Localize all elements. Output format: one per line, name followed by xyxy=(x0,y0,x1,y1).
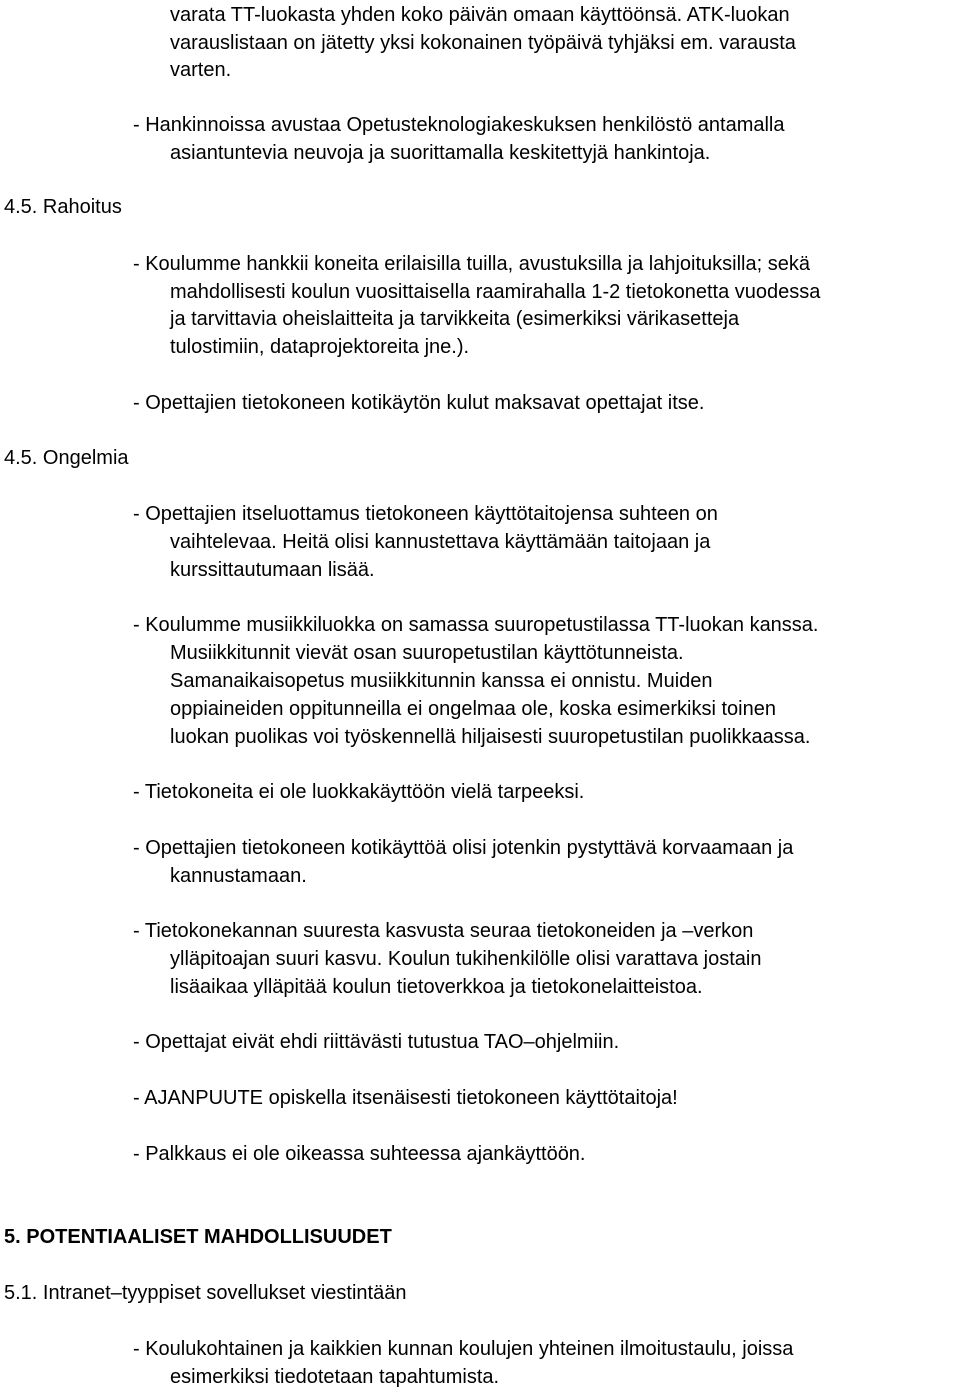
continuation-line-3: varten. xyxy=(170,59,232,81)
ongelmia-p1-line-3: kurssittautumaan lisää. xyxy=(170,559,375,581)
section-heading-5: 5. POTENTIAALISET MAHDOLLISUUDET xyxy=(4,1226,392,1248)
ongelmia-p4-line-2: kannustamaan. xyxy=(170,865,307,887)
ongelmia-p6: - Opettajat eivät ehdi riittävästi tutustua TAO–ohjelmiin. xyxy=(133,1031,620,1053)
rahoitus-p1-line-3: ja tarvittavia oheislaitteita ja tarvikkeita (esimerkiksi värikasetteja xyxy=(170,308,740,330)
section-heading-5-1: 5.1. Intranet–tyyppiset sovellukset viestintään xyxy=(4,1282,407,1304)
ongelmia-p4-line-1: - Opettajien tietokoneen kotikäyttöä olisi jotenkin pystyttävä korvaamaan ja xyxy=(133,837,794,859)
rahoitus-p1-line-1: - Koulumme hankkii koneita erilaisilla tuilla, avustuksilla ja lahjoituksilla; sekä xyxy=(133,253,810,275)
ongelmia-p2-line-4: oppiaineiden oppitunneilla ei ongelmaa ole, koska esimerkiksi toinen xyxy=(170,698,776,720)
ongelmia-p2-line-1: - Koulumme musiikkiluokka on samassa suuropetustilassa TT-luokan kanssa. xyxy=(133,614,819,636)
ongelmia-p2-line-3: Samanaikaisopetus musiikkitunnin kanssa ei onnistu. Muiden xyxy=(170,670,713,692)
ongelmia-p1-line-1: - Opettajien itseluottamus tietokoneen käyttötaitojensa suhteen on xyxy=(133,503,718,525)
ongelmia-p1-line-2: vaihtelevaa. Heitä olisi kannustettava käyttämään taitojaan ja xyxy=(170,531,711,553)
continuation-line-2: varauslistaan on jätetty yksi kokonainen työpäivä tyhjäksi em. varausta xyxy=(170,32,796,54)
rahoitus-p2: - Opettajien tietokoneen kotikäytön kulut maksavat opettajat itse. xyxy=(133,392,705,414)
hankinnat-line-1: - Hankinnoissa avustaa Opetusteknologiakeskuksen henkilöstö antamalla xyxy=(133,114,785,136)
ongelmia-p7: - AJANPUUTE opiskella itsenäisesti tietokoneen käyttötaitoja! xyxy=(133,1087,678,1109)
ongelmia-p2-line-5: luokan puolikas voi työskennellä hiljaisesti suuropetustilan puolikkaassa. xyxy=(170,726,811,748)
ongelmia-p2-line-2: Musiikkitunnit vievät osan suuropetustilan käyttötunneista. xyxy=(170,642,684,664)
section-heading-rahoitus: 4.5. Rahoitus xyxy=(4,196,122,218)
p-5-1-line-2: esimerkiksi tiedotetaan tapahtumista. xyxy=(170,1366,500,1388)
ongelmia-p5-line-3: lisäaikaa ylläpitää koulun tietoverkkoa ja tietokonelaitteistoa. xyxy=(170,976,703,998)
ongelmia-p5-line-2: ylläpitoajan suuri kasvu. Koulun tukihenkilölle olisi varattava jostain xyxy=(170,948,762,970)
continuation-line-1: varata TT-luokasta yhden koko päivän omaan käyttöönsä. ATK-luokan xyxy=(170,4,790,26)
hankinnat-line-2: asiantuntevia neuvoja ja suorittamalla keskitettyjä hankintoja. xyxy=(170,142,711,164)
rahoitus-p1-line-4: tulostimiin, dataprojektoreita jne.). xyxy=(170,336,470,358)
section-heading-ongelmia: 4.5. Ongelmia xyxy=(4,447,129,469)
ongelmia-p3: - Tietokoneita ei ole luokkakäyttöön vielä tarpeeksi. xyxy=(133,781,585,803)
ongelmia-p8: - Palkkaus ei ole oikeassa suhteessa ajankäyttöön. xyxy=(133,1143,586,1165)
rahoitus-p1-line-2: mahdollisesti koulun vuosittaisella raamirahalla 1-2 tietokonetta vuodessa xyxy=(170,281,821,303)
ongelmia-p5-line-1: - Tietokonekannan suuresta kasvusta seuraa tietokoneiden ja –verkon xyxy=(133,920,754,942)
p-5-1-line-1: - Koulukohtainen ja kaikkien kunnan koulujen yhteinen ilmoitustaulu, joissa xyxy=(133,1338,794,1360)
